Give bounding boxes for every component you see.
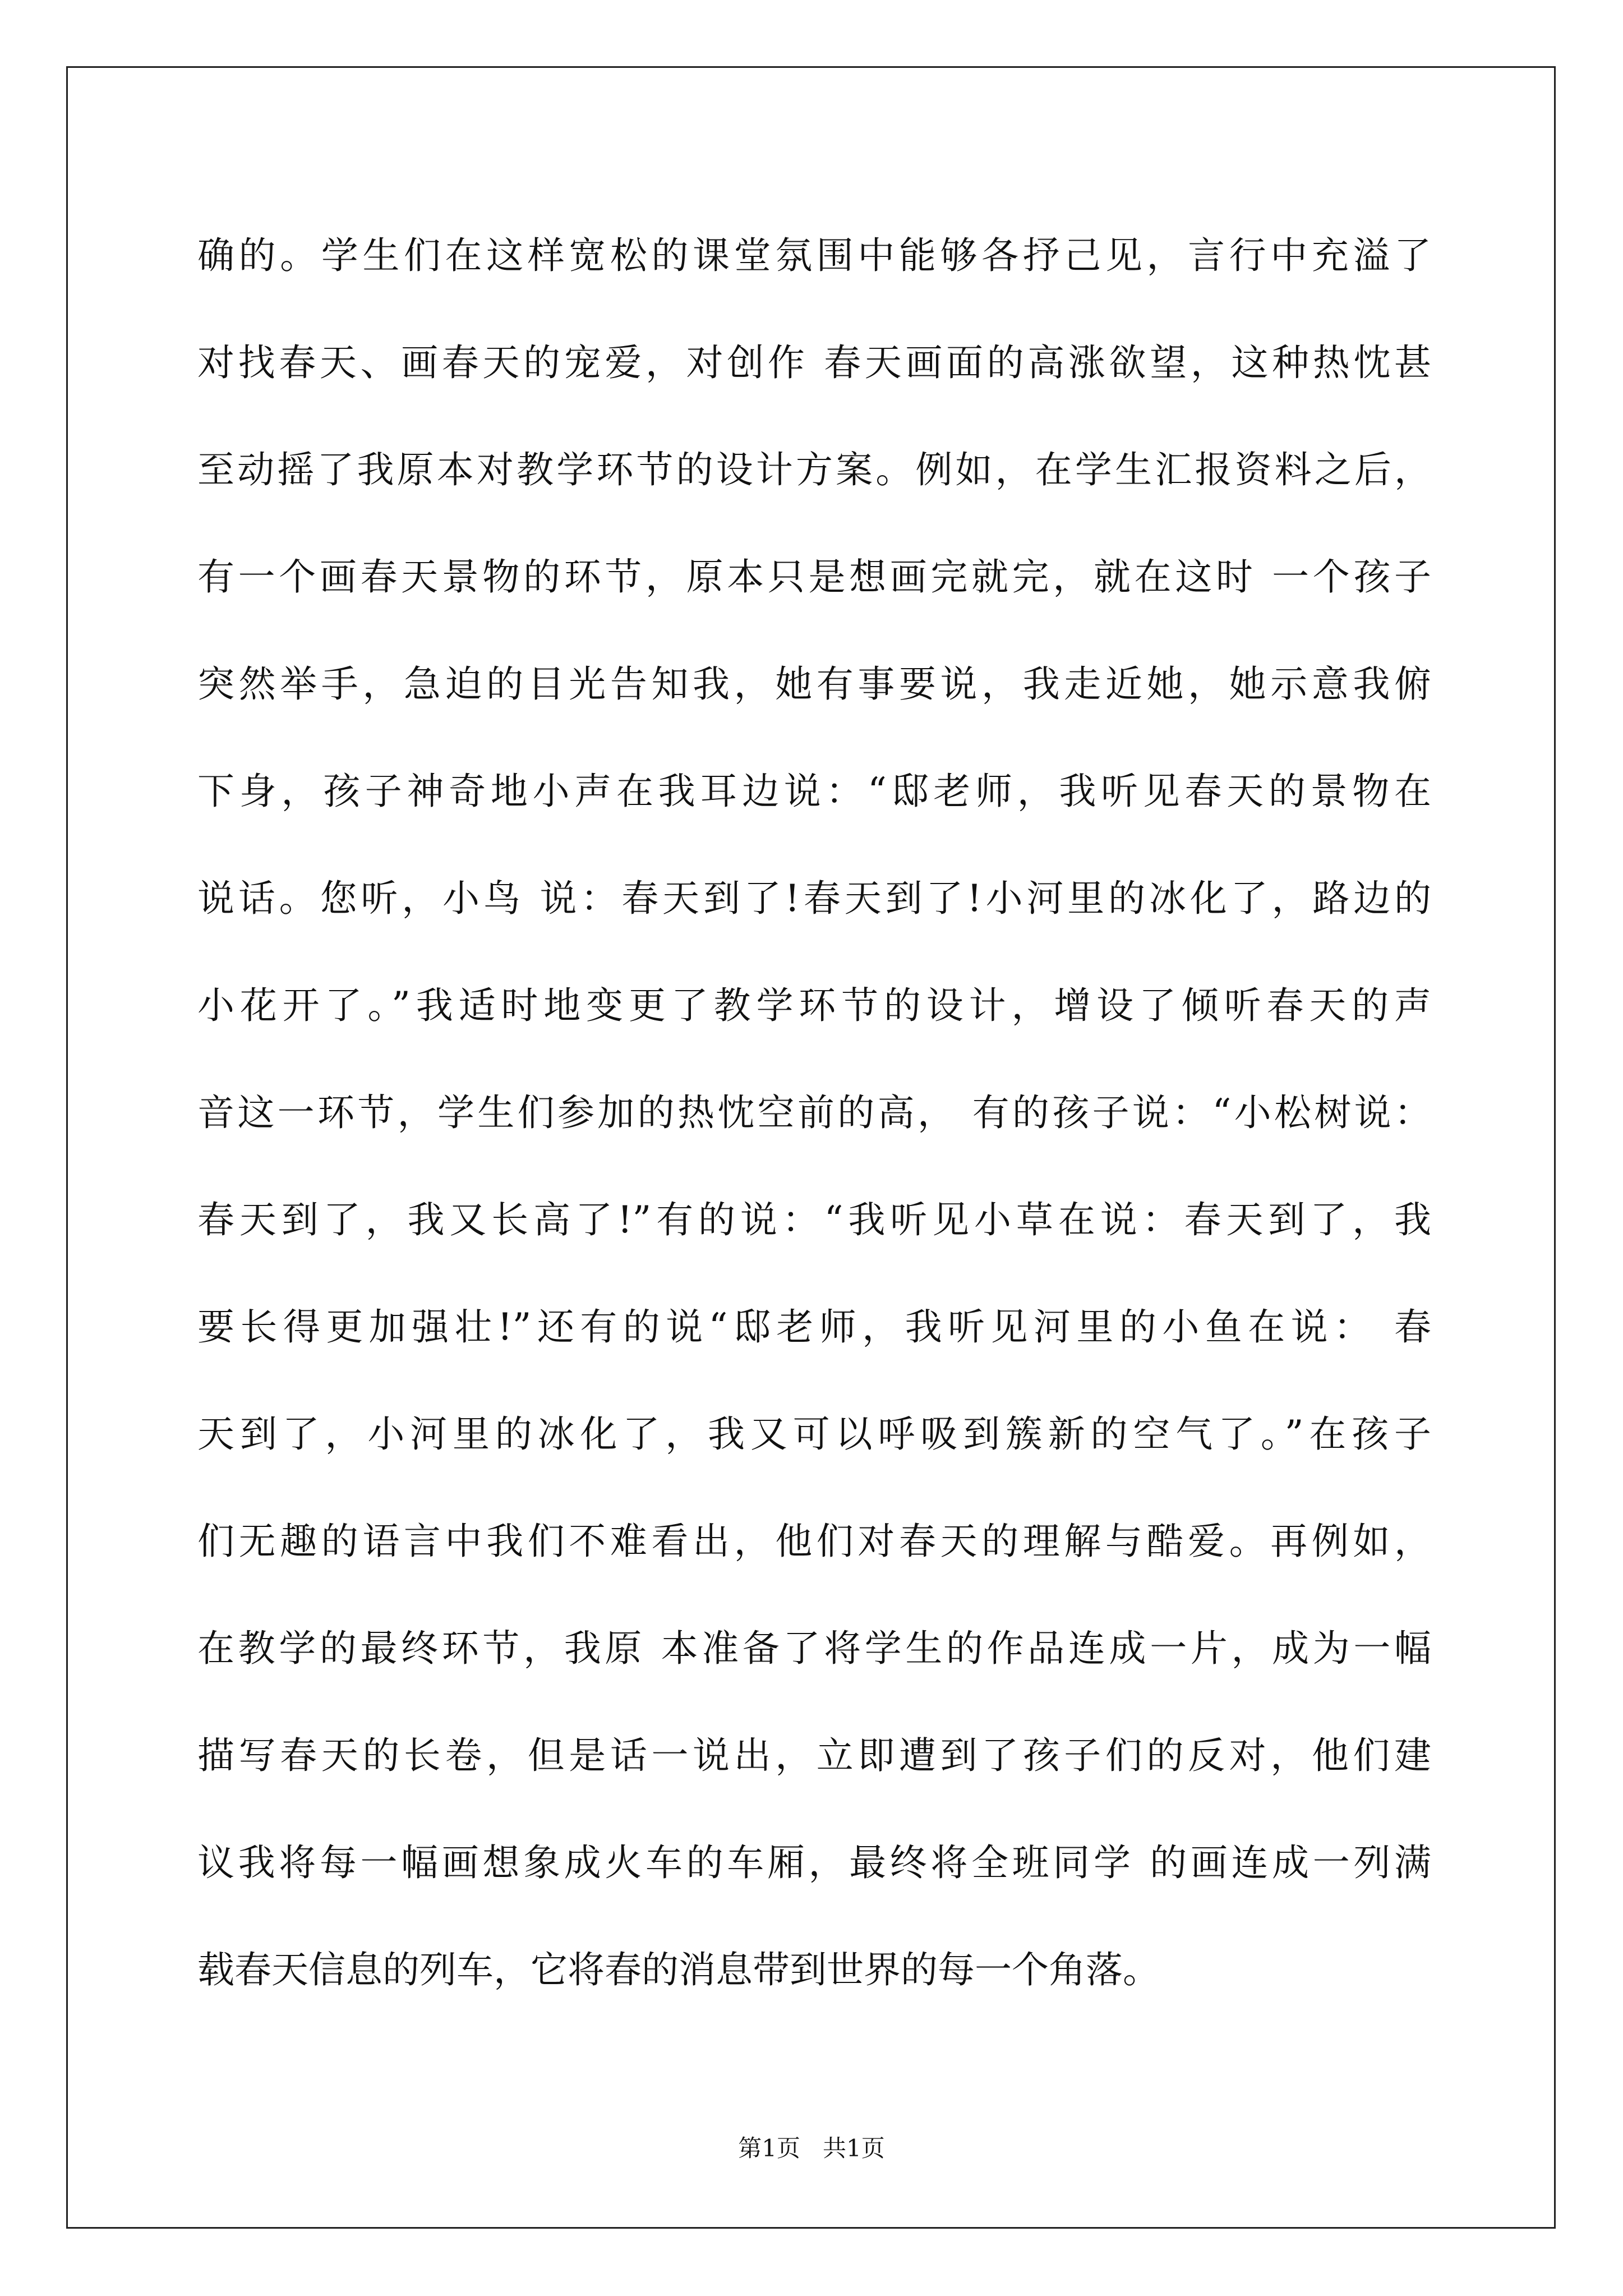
text-line: 要长得更加强壮!”还有的说“邸老师，我听见河里的小鱼在说： 春 bbox=[197, 1305, 1431, 1349]
text-line: 们无趣的语言中我们不难看出，他们对春天的理解与酷爱。再例如， bbox=[197, 1520, 1431, 1563]
text-line: 下身，孩子神奇地小声在我耳边说：“邸老师，我听见春天的景物在 bbox=[197, 770, 1431, 813]
text-line: 描写春天的长卷，但是话一说出，立即遭到了孩子们的反对，他们建 bbox=[197, 1734, 1431, 1777]
text-line: 天到了，小河里的冰化了，我又可以呼吸到簇新的空气了。”在孩子 bbox=[197, 1412, 1431, 1456]
text-line: 说话。您听，小鸟 说：春天到了!春天到了!小河里的冰化了，路边的 bbox=[197, 877, 1431, 920]
text-line: 突然举手，急迫的目光告知我，她有事要说，我走近她，她示意我俯 bbox=[197, 662, 1431, 706]
text-line: 春天到了，我又长高了!”有的说：“我听见小草在说：春天到了，我 bbox=[197, 1198, 1431, 1241]
page-total: 共1页 bbox=[823, 2134, 885, 2162]
text-line: 确的。学生们在这样宽松的课堂氛围中能够各抒己见，言行中充溢了 bbox=[197, 234, 1431, 277]
text-line: 音这一环节，学生们参加的热忱空前的高， 有的孩子说：“小松树说： bbox=[197, 1091, 1431, 1134]
body-paragraph bbox=[197, 202, 1431, 2023]
text-line: 在教学的最终环节，我原 本准备了将学生的作品连成一片，成为一幅 bbox=[197, 1627, 1431, 1670]
page-footer bbox=[0, 2132, 1623, 2165]
text-line: 议我将每一幅画想象成火车的车厢，最终将全班同学 的画连成一列满 bbox=[197, 1841, 1431, 1884]
page-number: 第1页 bbox=[738, 2134, 800, 2162]
text-line: 小花开了。”我适时地变更了教学环节的设计，增设了倾听春天的声 bbox=[197, 984, 1431, 1027]
text-line: 载春天信息的列车，它将春的消息带到世界的每一个角落。 bbox=[197, 1948, 1160, 1991]
text-line: 对找春天、画春天的宠爱，对创作 春天画面的高涨欲望，这种热忱甚 bbox=[197, 341, 1431, 384]
text-line: 有一个画春天景物的环节，原本只是想画完就完，就在这时 一个孩子 bbox=[197, 555, 1431, 599]
text-line: 至动摇了我原本对教学环节的设计方案。例如，在学生汇报资料之后， bbox=[197, 448, 1431, 491]
